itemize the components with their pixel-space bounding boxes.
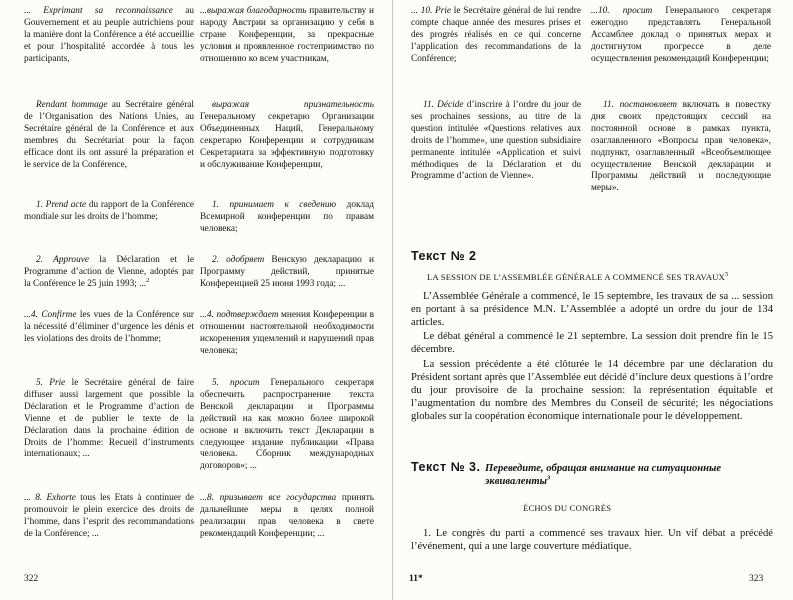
text2-heading: Текст № 2: [411, 249, 477, 263]
footnote-mark: 3: [546, 474, 551, 482]
fr-paragraph-11: 11. Décide d’inscrire à l’ordre du jour de ses prochaines sessions, au titre de la question intitulée «Questions relatives aux droits de l’homme», une question subsidiaire permanente intitulée «Application et suivi méthodiques de la Déclaration et du Programme d’action de Vienne».: [411, 100, 581, 182]
ru-paragraph-5: ...4. подтверждает мнения Конференции в отношении настоятельной необходимости искоренения ущемлений и нарушений прав человека;: [200, 310, 374, 356]
fr-paragraph-3: 1. Prend acte du rapport de la Conférence mondiale sur les droits de l’homme;: [24, 200, 195, 222]
page-number-left: 322: [24, 574, 39, 584]
text3-instruction: Переведите, обращая внимание на ситуационные эквиваленты$^3$: [485, 463, 722, 487]
footnote-mark: 5: [725, 271, 729, 279]
right-page: [393, 0, 793, 600]
text3-heading: Текст № 3.: [411, 460, 481, 474]
ru-paragraph-2: выражая признательность Генеральному секретарю Организации Объединенных Наций, Генеральному секретарю Конференции и сотрудникам Секретариата за эффективную подготовку и обслуживание Конференции,: [200, 100, 374, 170]
text3-subtitle: ÉCHOS DU CONGRÈS: [523, 503, 612, 513]
text2-paragraph-2: Le débat général a commencé le 21 septembre. La session doit prendre fin le 15 décembre.: [411, 331, 773, 355]
text2-paragraph-1: L’Assemblée Générale a commencé, le 15 septembre, les travaux de sa ... session en portant à sa présidence M.N. L’Assemblée a adopté un ordre du jour de 134 articles.: [411, 291, 773, 328]
ru-paragraph-6: 5. просит Генерального секретаря обеспечить распространение текста Венской декларации и Программы действий на как можно более широкой основе и включить текст Декларации в следующее издание публикации «Права человека. Сборник международных договоров»; ...: [200, 378, 374, 472]
text2-paragraph-3: La session précédente a été clôturée le 14 décembre par une déclaration du Président sortant après que l’Assemblée eut décidé d’inclure deux questions à l’ordre du jour provisoire de la prochaine session: la représentation équitable et l’augmentation du nombre des Membres du Conseil de sécurité; les négociations globales sur la coopération économique internationale pour le développement.: [411, 359, 773, 422]
ru-paragraph-7: ...8. призывает все государства принять дальнейшие меры в целях полной реализации прав человека в свете рекомендаций Конференции; ...: [200, 493, 374, 539]
fr-paragraph-4: 2. Approuve la Déclaration et le Programme d’action de Vienne, adoptés par la Conférence le 25 juin 1993; ...$^2$: [24, 255, 194, 289]
left-page: [0, 0, 393, 600]
text3-paragraph-1: 1. Le congrès du parti a commencé ses travaux hier. Un vif débat a précédé l’événement, qui a une large couverture médiatique.: [411, 528, 773, 552]
fr-paragraph-2: Rendant hommage au Secrétaire général de l’Organisation des Nations Unies, au Secrétaire général de la Conférence et aux membres du Secrétariat pour la façon efficace dont ils ont assuré la préparation et le service de la Conférence,: [24, 100, 194, 170]
fr-paragraph-7: ... 8. Exhorte tous les Etats à continuer de promouvoir le plein exercice des droits de l’homme, dans l’esprit des recommandations de la Conférence; ...: [24, 493, 194, 539]
signature-mark: 11*: [409, 574, 423, 584]
text2-subtitle: LA SESSION DE L’ASSEMBLÉE GÉNÉRALE A COMMENCÉ SES TRAVAUX$^5$: [427, 271, 729, 282]
fr-paragraph-10: ... 10. Prie le Secrétaire général de lui rendre compte chaque année des mesures prises et des progrès réalisés en ce qui concerne l’application des recommandations de la Conférence;: [411, 6, 581, 64]
ru-paragraph-11: 11. постановляет включать в повестку дня своих предстоящих сессий на постоянной основе в рамках пункта, озаглавленного «Вопросы прав человека», подпункт, озаглавленный «Всеобъемлющее осуществление Венской декларации и Программы действий и последующие меры».: [591, 100, 772, 194]
ru-paragraph-1: ...выражая благодарность правительству и народу Австрии за организацию у себя в стране Конференции, за прекрасные условия и проявленное гостеприимство по отношению ко всем участникам,: [200, 6, 375, 64]
ru-paragraph-4: 2. одобряет Венскую декларацию и Программу действий, принятые Конференцией 25 июня 1993 года; ...: [200, 255, 375, 289]
page-number-right: 323: [749, 574, 764, 584]
fr-paragraph-6: 5. Prie le Secrétaire général de faire diffuser aussi largement que possible la Déclaration et le Programme d’action de Vienne et de publier le texte de la Déclaration dans la prochaine édition de Droits de l’homme: Recueil d’instruments internationaux; ...: [24, 378, 194, 460]
ru-paragraph-3: 1. принимает к сведению доклад Всемирной конференции по правам человека;: [200, 200, 374, 234]
fr-paragraph-1: ... Exprimant sa reconnaissance au Gouvernement et au peuple autrichiens pour la manière dont la Conférence a été accueillie et pour l’hospitalité accordée à tous les participants,: [24, 6, 194, 64]
footnote-mark: 2: [146, 276, 150, 284]
fr-paragraph-5: ...4. Confirme les vues de la Conférence sur la nécessité d’éliminer d’urgence les dénis et les violations des droits de l’homme;: [24, 310, 194, 344]
paragraph-number: 1.: [423, 528, 431, 539]
ru-paragraph-10: ...10. просит Генерального секретаря ежегодно представлять Генеральной Ассамблее доклад о принятых мерах и достигнутом прогрессе в деле осуществления рекомендаций Конференции;: [591, 6, 771, 64]
